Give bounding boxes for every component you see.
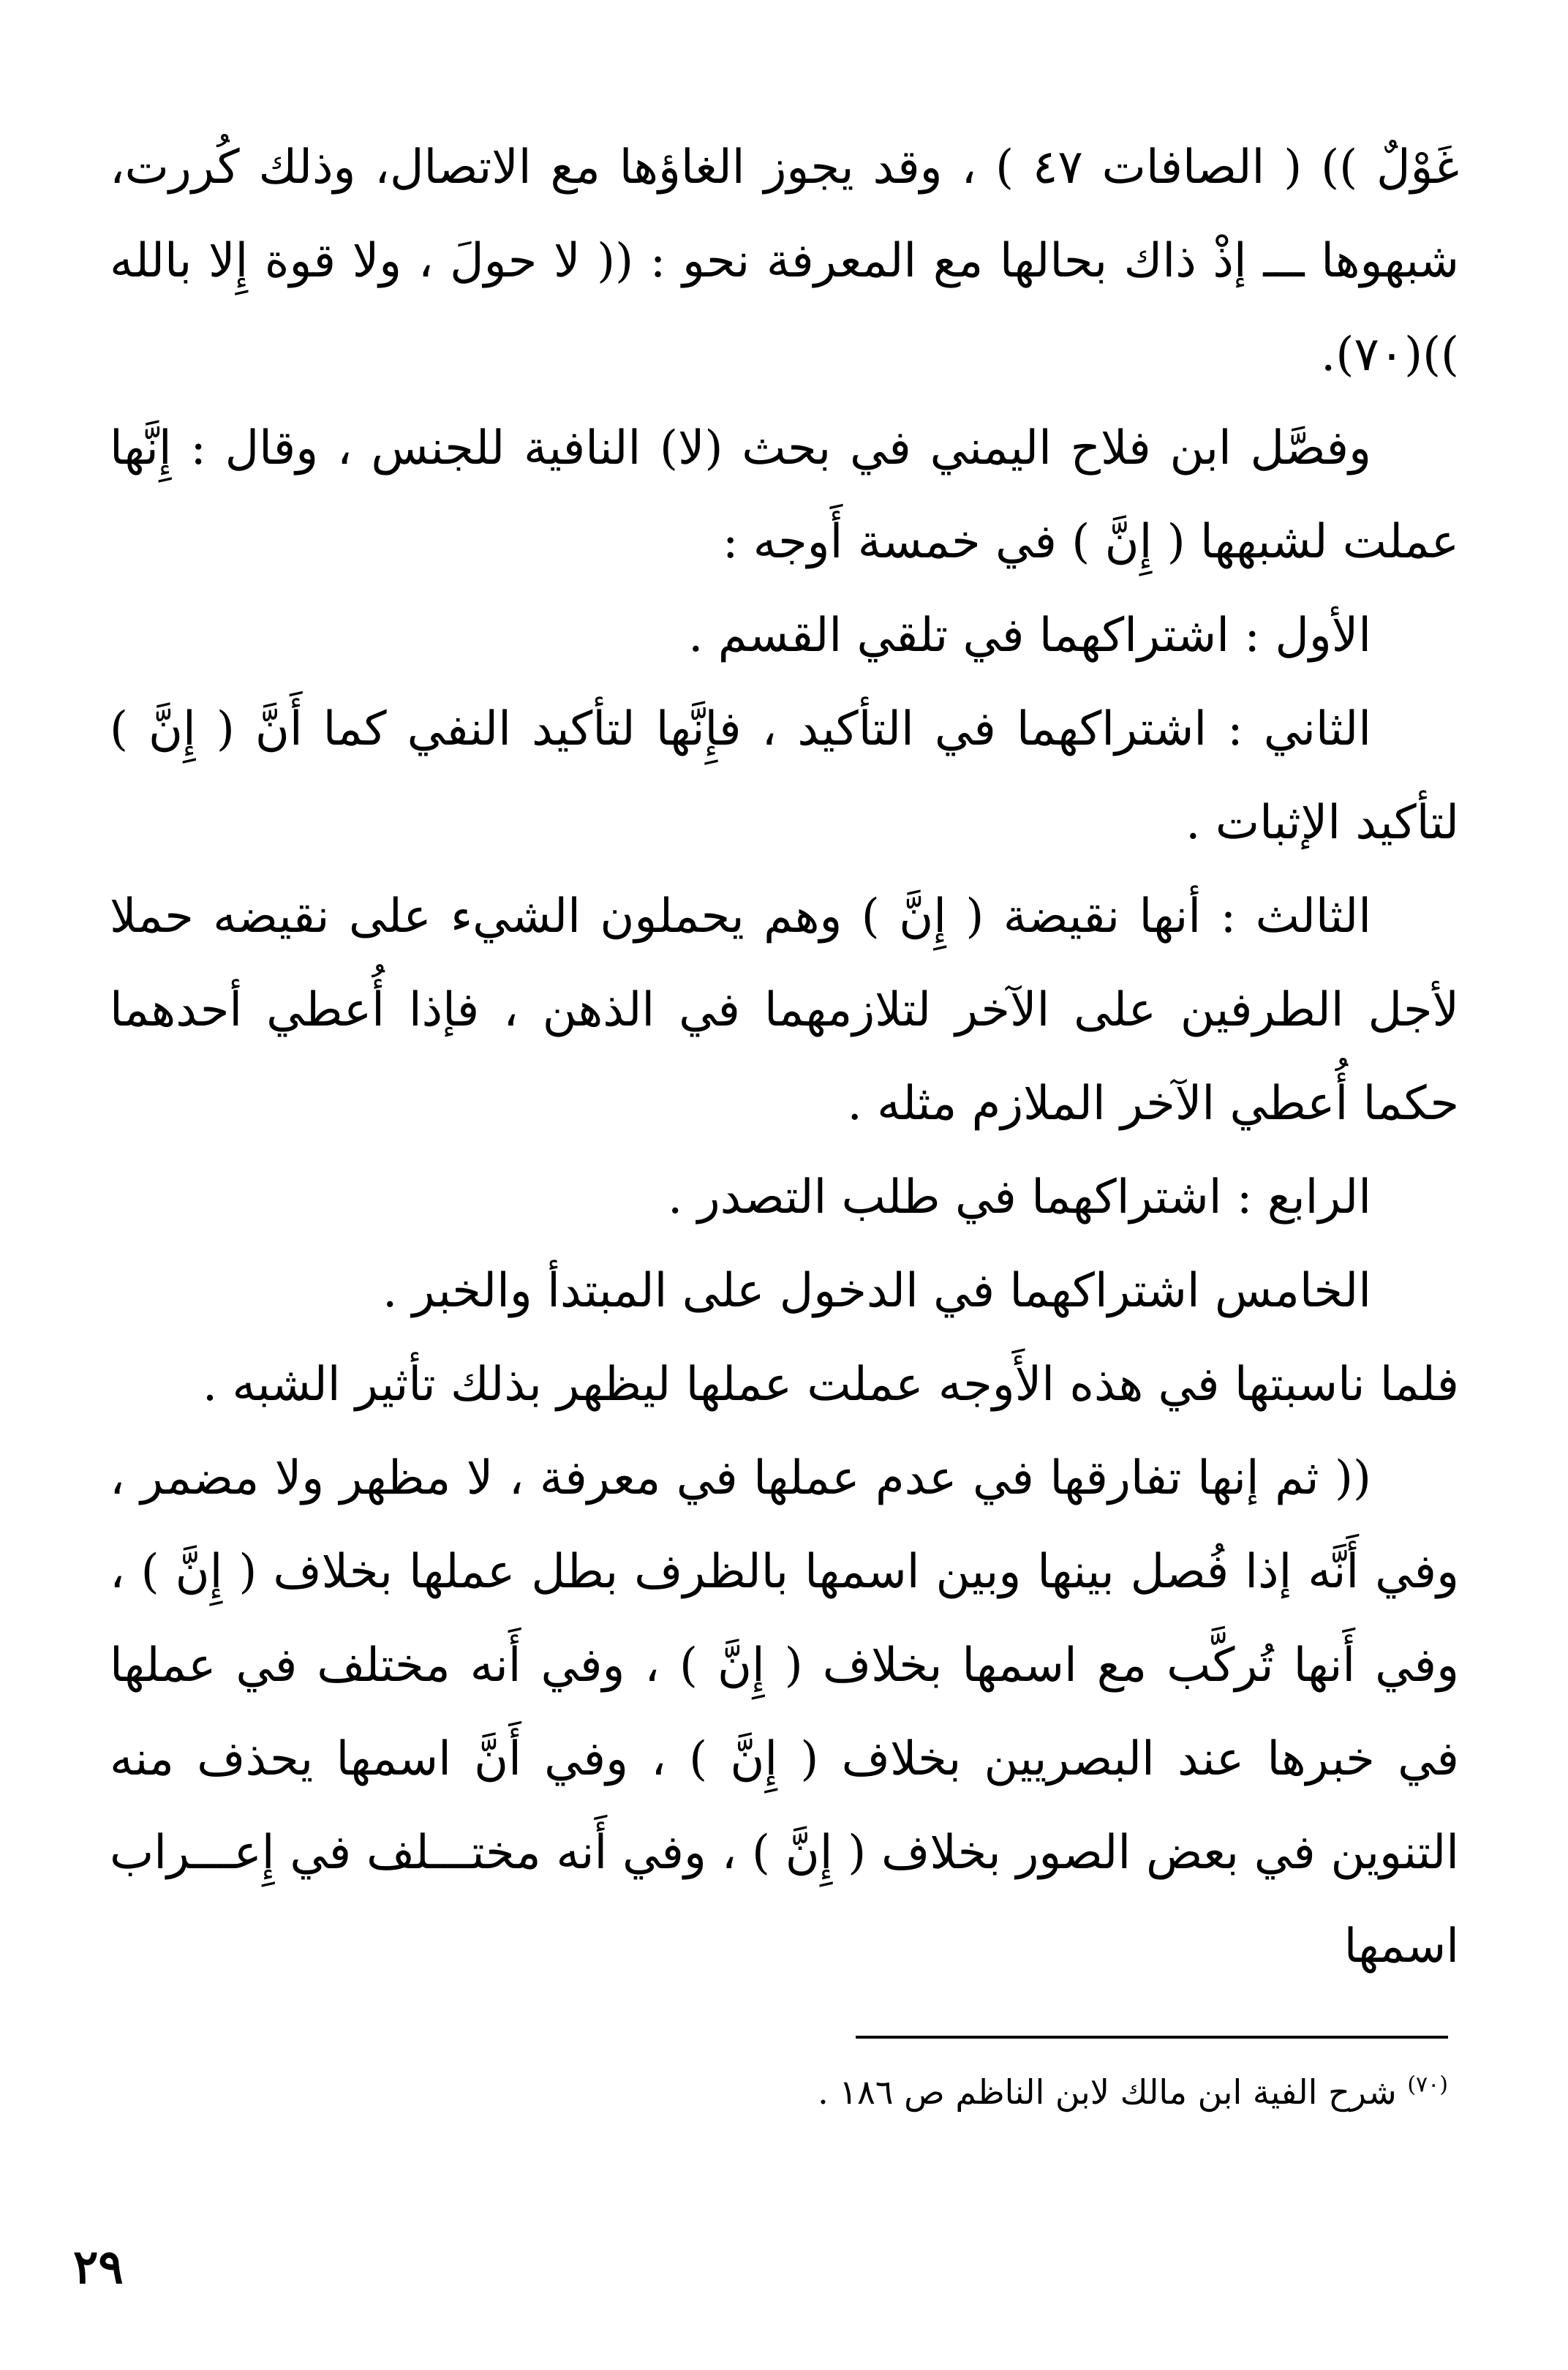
paragraph-3: الأول : اشتراكهما في تلقي القسم . bbox=[688, 609, 1371, 663]
footnote-divider bbox=[856, 2036, 1448, 2039]
paragraph-9: (( ثم إنها تفارقها في عدم عملها في معرفة ، لا مظهر ولا مضمر ، وفي أَنَّه إذا فُصل بينها وبين اسمها بالظرف بطل عملها بخلاف ( إِنَّ ) ، وفي أَنها تُركَّب مع اسمها بخلاف ( إِنَّ ) ، وفي أَنه مختلف في عملها في خبرها عند البصريين بخلاف ( إِنَّ ) ، وفي أَنَّ اسمها يحذف منه التنوين في بعض الصور بخلاف ( إِنَّ ) ، وفي أَنه مختـــلف في إِعـــراب اسمها bbox=[110, 1451, 1460, 1974]
paragraph-8: فلما ناسبتها في هذه الأَوجه عملت عملها ليظهر بذلك تأثير الشبه . bbox=[202, 1358, 1459, 1412]
footnote-marker: (٧٠) bbox=[1407, 2072, 1448, 2098]
main-text bbox=[110, 121, 1459, 1993]
paragraph-4: الثاني : اشتراكهما في التأكيد ، فإِنَّها لتأكيد النفي كما أَنَّ ( إِنَّ ) لتأكيد الإثبات . bbox=[110, 702, 1459, 850]
paragraph-1: غَوْلٌ )) ( الصافات ٤٧ ) ، وقد يجوز الغاؤها مع الاتصال، وذلك كُررت، شبهوها ـــ إذْ ذاك بحالها مع المعرفة نحو : (( لا حولَ ، ولا قوة إِلا بالله ))(٧٠). bbox=[110, 140, 1460, 382]
footnote-text: شرح الفية ابن مالك لابن الناظم ص ١٨٦ . bbox=[818, 2072, 1397, 2112]
page-number: ٢٩ bbox=[73, 2240, 124, 2295]
paragraph-5: الثالث : أنها نقيضة ( إِنَّ ) وهم يحملون الشيء على نقيضه حملا لأجل الطرفين على الآخر لتلازمهما في الذهن ، فإذا أُعطي أحدهما حكما أُعطي الآخر الملازم مثله . bbox=[110, 889, 1459, 1131]
paragraph-2: وفصَّل ابن فلاح اليمني في بحث (لا) النافية للجنس ، وقال : إِنَّها عملت لشبهها ( إِنَّ ) في خمسة أَوجه : bbox=[110, 421, 1459, 569]
paragraph-6: الرابع : اشتراكهما في طلب التصدر . bbox=[668, 1170, 1371, 1224]
footnote bbox=[110, 2063, 1448, 2121]
paragraph-7: الخامس اشتراكهما في الدخول على المبتدأ والخبر . bbox=[382, 1264, 1371, 1318]
